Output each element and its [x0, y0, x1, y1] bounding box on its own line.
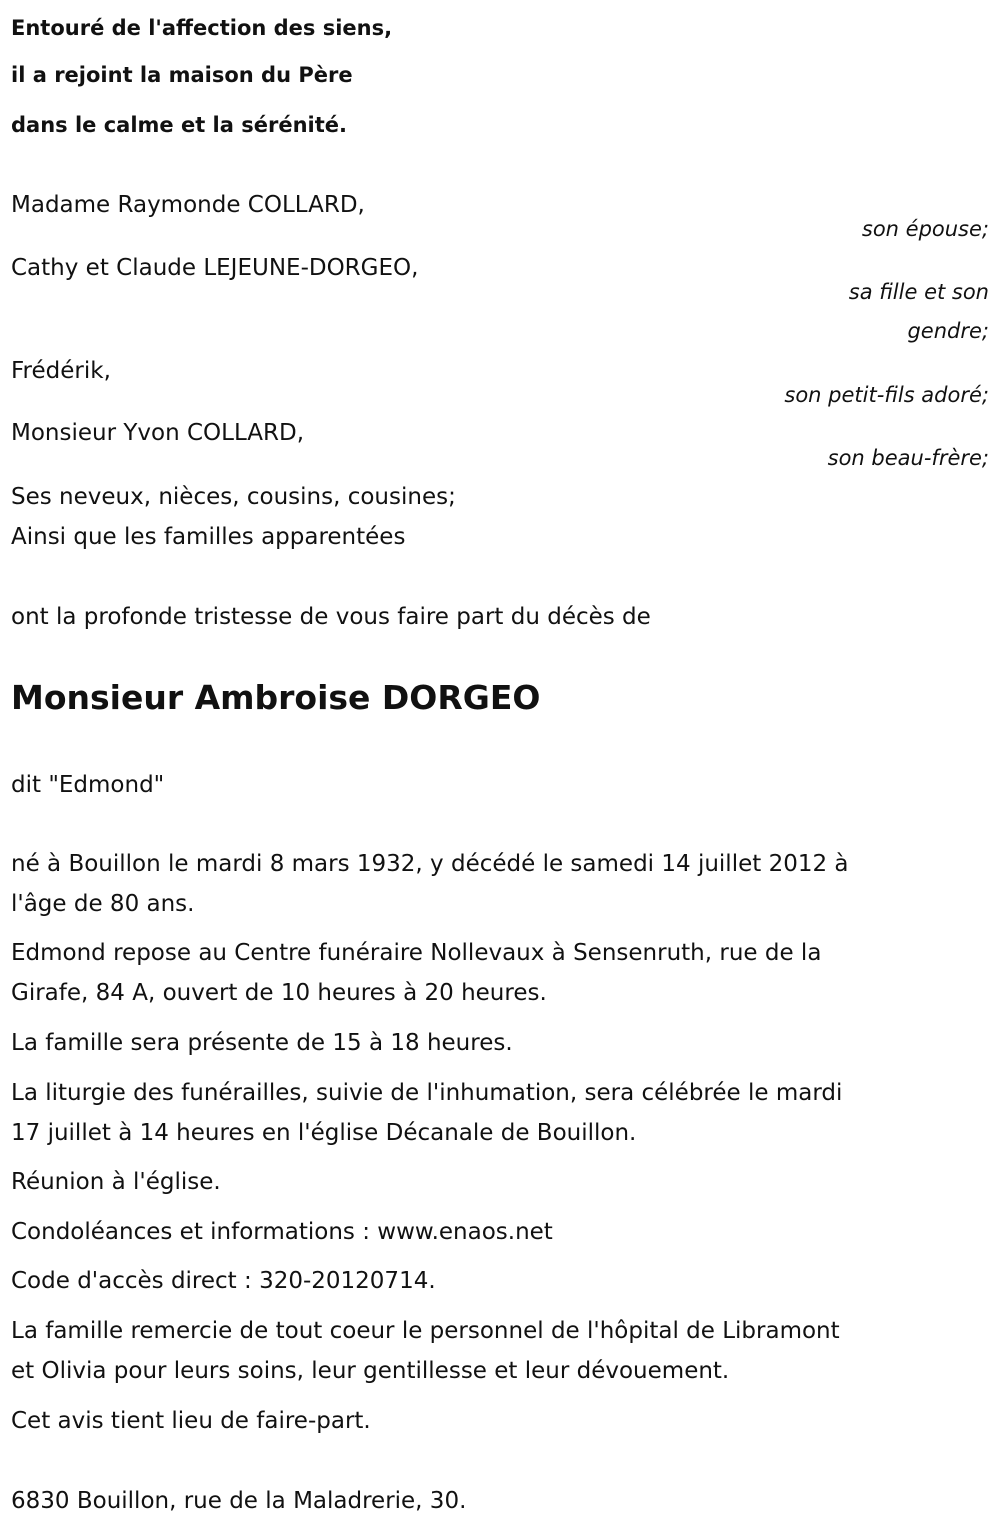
paragraph-line: Edmond repose au Centre funéraire Nollevaux à Sensenruth, rue de la	[11, 940, 822, 966]
family-relation: sa fille et son	[848, 280, 989, 304]
family-relation: son épouse;	[861, 217, 989, 241]
intro-line: il a rejoint la maison du Père	[11, 63, 353, 87]
paragraph-line: Girafe, 84 A, ouvert de 10 heures à 20 heures.	[11, 980, 547, 1006]
paragraph-line: La famille sera présente de 15 à 18 heures.	[11, 1030, 513, 1056]
intro-line: Entouré de l'affection des siens,	[11, 16, 393, 40]
family-member-name: Madame Raymonde COLLARD,	[11, 192, 365, 218]
paragraph-line: né à Bouillon le mardi 8 mars 1932, y décédé le samedi 14 juillet 2012 à	[11, 851, 849, 877]
paragraph-line: La liturgie des funérailles, suivie de l'inhumation, sera célébrée le mardi	[11, 1080, 843, 1106]
family-relation: son beau-frère;	[827, 446, 989, 470]
paragraph-line: l'âge de 80 ans.	[11, 891, 195, 917]
family-relation: gendre;	[907, 319, 989, 343]
others-line: Ainsi que les familles apparentées	[11, 524, 406, 550]
announcement: ont la profonde tristesse de vous faire part du décès de	[11, 604, 651, 630]
nickname: dit "Edmond"	[11, 772, 165, 798]
address: 6830 Bouillon, rue de la Maladrerie, 30.	[11, 1488, 467, 1514]
others-line: Ses neveux, nièces, cousins, cousines;	[11, 484, 456, 510]
paragraph-line: Condoléances et informations : www.enaos.net	[11, 1219, 553, 1245]
deceased-name: Monsieur Ambroise DORGEO	[11, 678, 541, 717]
family-member-name: Cathy et Claude LEJEUNE-DORGEO,	[11, 255, 419, 281]
paragraph-line: et Olivia pour leurs soins, leur gentillesse et leur dévouement.	[11, 1358, 730, 1384]
paragraph-line: Cet avis tient lieu de faire-part.	[11, 1408, 371, 1434]
paragraph-line: Code d'accès direct : 320-20120714.	[11, 1268, 436, 1294]
intro-line: dans le calme et la sérénité.	[11, 113, 347, 137]
family-relation: son petit-fils adoré;	[784, 383, 989, 407]
paragraph-line: 17 juillet à 14 heures en l'église Décanale de Bouillon.	[11, 1120, 637, 1146]
paragraph-line: Réunion à l'église.	[11, 1169, 221, 1195]
family-member-name: Frédérik,	[11, 358, 111, 384]
paragraph-line: La famille remercie de tout coeur le personnel de l'hôpital de Libramont	[11, 1318, 840, 1344]
family-member-name: Monsieur Yvon COLLARD,	[11, 420, 305, 446]
